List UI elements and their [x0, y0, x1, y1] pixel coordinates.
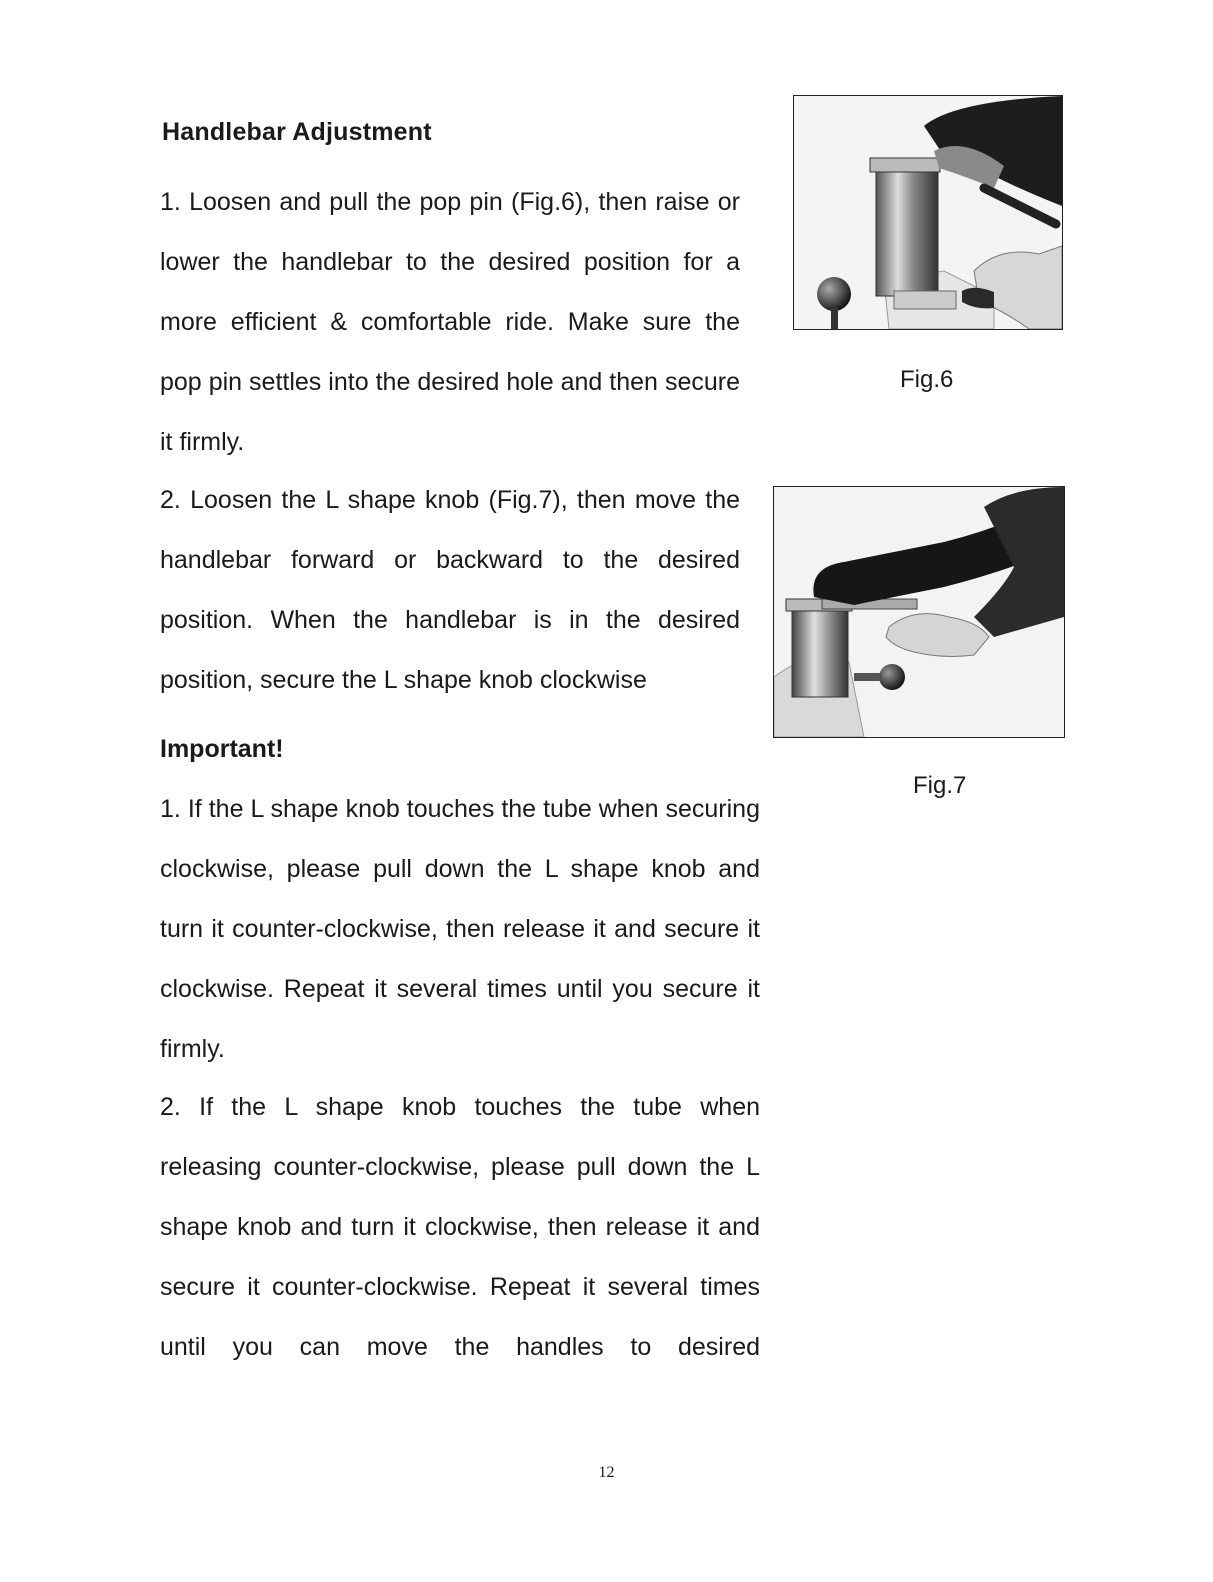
step-2-paragraph: 2. Loosen the L shape knob (Fig.7), then move the handlebar forward or backward to the desired position. When the handlebar is in the desired position, secure the L shape knob clockwise [160, 486, 740, 694]
fig6-caption: Fig.6 [900, 366, 954, 393]
important-heading: Important! [160, 735, 284, 763]
fig6-photo [793, 95, 1063, 330]
important-item-1: 1. If the L shape knob touches the tube when securing clockwise, please pull down the L shape knob and turn it counter-clockwise, then release it and secure it clockwise. Repeat it several times until you secure it firmly. [160, 795, 760, 1063]
page-number: 12 [598, 1464, 615, 1481]
important-item-2: 2. If the L shape knob touches the tube when releasing counter-clockwise, please pull down the L shape knob and turn it clockwise, then release it and secure it counter-clockwise. Repeat it several times until you can move the handles to desired [160, 1093, 760, 1361]
fig7-photo [773, 486, 1065, 738]
section-heading: Handlebar Adjustment [162, 118, 432, 146]
fig7-caption: Fig.7 [913, 772, 967, 799]
step-1-paragraph: 1. Loosen and pull the pop pin (Fig.6), then raise or lower the handlebar to the desired position for a more efficient & comfortable ride. Make sure the pop pin settles into the desired hole and then secure it firmly. [160, 188, 740, 456]
fig7-illustration [774, 487, 1064, 737]
fig6-illustration [794, 96, 1062, 329]
